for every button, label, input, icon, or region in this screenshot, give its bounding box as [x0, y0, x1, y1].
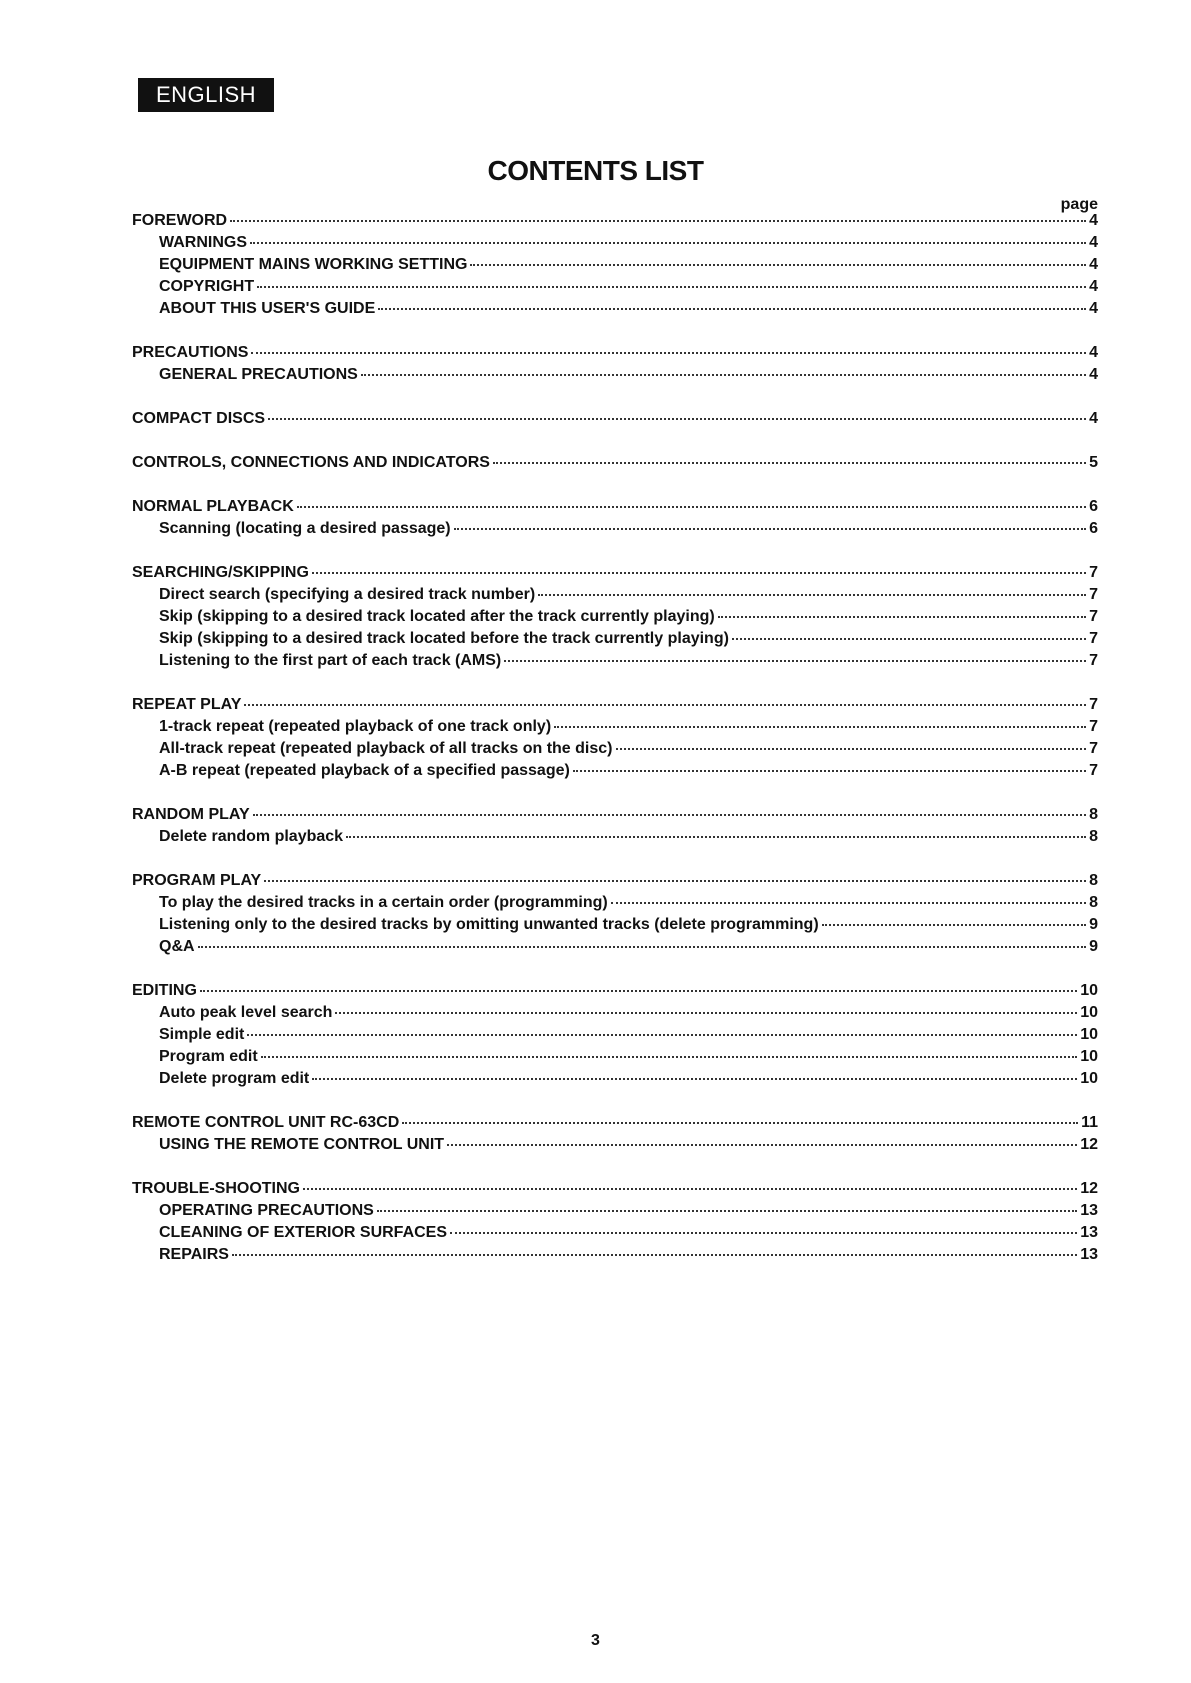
toc-entry-title: Skip (skipping to a desired track located before the track currently playing) [159, 630, 729, 647]
toc-subentry [132, 828, 1098, 850]
toc-entry-page: 10 [1080, 1070, 1098, 1087]
toc-subentry [132, 652, 1098, 674]
toc-entry-page: 7 [1089, 564, 1098, 581]
dot-leader [303, 1188, 1077, 1190]
toc-section [132, 212, 1098, 322]
toc-section-entry [132, 982, 1098, 1004]
toc-subentry [132, 894, 1098, 916]
toc-entry-title: Listening to the first part of each track (AMS) [159, 652, 502, 669]
toc-section [132, 872, 1098, 960]
toc-entry-page: 7 [1089, 762, 1098, 779]
toc-entry-title: REMOTE CONTROL UNIT RC-63CD [132, 1114, 400, 1131]
dot-leader [822, 924, 1086, 926]
dot-leader [718, 616, 1086, 618]
toc-entry-page: 7 [1089, 586, 1098, 603]
toc-subentry [132, 366, 1098, 388]
toc-subentry [132, 916, 1098, 938]
toc-entry-title: All-track repeat (repeated playback of all tracks on the disc) [159, 740, 613, 757]
toc-entry-page: 4 [1089, 212, 1098, 229]
toc-entry-title: Auto peak level search [159, 1004, 333, 1021]
toc-entry-page: 4 [1089, 366, 1098, 383]
toc-entry-page: 4 [1089, 256, 1098, 273]
toc-entry-title: Program edit [159, 1048, 258, 1065]
toc-entry-page: 7 [1089, 696, 1098, 713]
dot-leader [264, 880, 1086, 882]
toc-section-entry [132, 344, 1098, 366]
dot-leader [230, 220, 1086, 222]
toc-subentry [132, 1026, 1098, 1048]
toc-entry-title: RANDOM PLAY [132, 806, 250, 823]
dot-leader [616, 748, 1087, 750]
toc-entry-page: 4 [1089, 300, 1098, 317]
dot-leader [312, 1078, 1077, 1080]
toc-entry-title: REPEAT PLAY [132, 696, 242, 713]
dot-leader [251, 352, 1086, 354]
dot-leader [232, 1254, 1077, 1256]
toc-entry-title: PROGRAM PLAY [132, 872, 262, 889]
page-title: CONTENTS LIST [487, 155, 704, 186]
toc-entry-title: SEARCHING/SKIPPING [132, 564, 309, 581]
toc-entry-page: 4 [1089, 410, 1098, 427]
dot-leader [454, 528, 1086, 530]
toc-entry-page: 7 [1089, 718, 1098, 735]
toc-section-entry [132, 212, 1098, 234]
toc-entry-page: 5 [1089, 454, 1098, 471]
toc-section-entry [132, 1114, 1098, 1136]
dot-leader [257, 286, 1086, 288]
toc-entry-page: 9 [1089, 916, 1098, 933]
toc-entry-title: FOREWORD [132, 212, 228, 229]
toc-entry-page: 10 [1080, 1026, 1098, 1043]
toc-subentry [132, 1246, 1098, 1268]
toc-entry-page: 10 [1080, 982, 1098, 999]
dot-leader [402, 1122, 1078, 1124]
dot-leader [247, 1034, 1077, 1036]
toc-subentry [132, 718, 1098, 740]
dot-leader [361, 374, 1086, 376]
toc-subentry [132, 740, 1098, 762]
toc-entry-title: Simple edit [159, 1026, 245, 1043]
dot-leader [346, 836, 1086, 838]
toc-entry-title: ABOUT THIS USER'S GUIDE [159, 300, 376, 317]
toc-entry-title: CONTROLS, CONNECTIONS AND INDICATORS [132, 454, 490, 471]
toc-section-entry [132, 410, 1098, 432]
table-of-contents [132, 212, 1098, 1290]
toc-entry-title: REPAIRS [159, 1246, 229, 1263]
dot-leader [470, 264, 1086, 266]
dot-leader [200, 990, 1077, 992]
dot-leader [377, 1210, 1077, 1212]
dot-leader [554, 726, 1086, 728]
dot-leader [450, 1232, 1077, 1234]
toc-entry-title: EQUIPMENT MAINS WORKING SETTING [159, 256, 468, 273]
toc-section [132, 982, 1098, 1092]
toc-section-entry [132, 1180, 1098, 1202]
dot-leader [611, 902, 1086, 904]
toc-section [132, 806, 1098, 850]
toc-section [132, 498, 1098, 542]
toc-section [132, 454, 1098, 476]
toc-entry-page: 4 [1089, 234, 1098, 251]
toc-entry-title: OPERATING PRECAUTIONS [159, 1202, 374, 1219]
toc-entry-title: TROUBLE-SHOOTING [132, 1180, 300, 1197]
toc-entry-page: 8 [1089, 872, 1098, 889]
toc-section-entry [132, 564, 1098, 586]
dot-leader [335, 1012, 1077, 1014]
toc-section [132, 564, 1098, 674]
toc-section [132, 1114, 1098, 1158]
toc-section [132, 344, 1098, 388]
toc-entry-title: Delete random playback [159, 828, 344, 845]
toc-section [132, 410, 1098, 432]
dot-leader [493, 462, 1086, 464]
toc-section-entry [132, 454, 1098, 476]
toc-entry-page: 13 [1080, 1246, 1098, 1263]
toc-entry-page: 13 [1080, 1202, 1098, 1219]
toc-subentry [132, 630, 1098, 652]
dot-leader [573, 770, 1086, 772]
dot-leader [268, 418, 1086, 420]
toc-entry-title: Delete program edit [159, 1070, 310, 1087]
toc-entry-page: 6 [1089, 498, 1098, 515]
toc-subentry [132, 762, 1098, 784]
toc-subentry [132, 1136, 1098, 1158]
toc-entry-title: GENERAL PRECAUTIONS [159, 366, 358, 383]
page-column-label: page [1060, 196, 1098, 213]
toc-entry-title: Listening only to the desired tracks by omitting unwanted tracks (delete programming) [159, 916, 819, 933]
toc-entry-title: Skip (skipping to a desired track located after the track currently playing) [159, 608, 715, 625]
toc-entry-title: NORMAL PLAYBACK [132, 498, 294, 515]
toc-subentry [132, 608, 1098, 630]
toc-section-entry [132, 498, 1098, 520]
toc-entry-title: Direct search (specifying a desired track number) [159, 586, 536, 603]
toc-subentry [132, 1048, 1098, 1070]
toc-entry-title: CLEANING OF EXTERIOR SURFACES [159, 1224, 448, 1241]
dot-leader [244, 704, 1086, 706]
toc-entry-title: EDITING [132, 982, 197, 999]
toc-entry-page: 10 [1080, 1004, 1098, 1021]
toc-entry-page: 4 [1089, 344, 1098, 361]
toc-section [132, 1180, 1098, 1268]
toc-entry-page: 4 [1089, 278, 1098, 295]
toc-entry-page: 8 [1089, 806, 1098, 823]
dot-leader [312, 572, 1086, 574]
toc-subentry [132, 1004, 1098, 1026]
toc-subentry [132, 1202, 1098, 1224]
dot-leader [250, 242, 1086, 244]
dot-leader [732, 638, 1086, 640]
toc-entry-page: 9 [1089, 938, 1098, 955]
dot-leader [297, 506, 1086, 508]
language-tab: ENGLISH [138, 78, 274, 112]
dot-leader [261, 1056, 1078, 1058]
toc-entry-page: 8 [1089, 828, 1098, 845]
dot-leader [198, 946, 1087, 948]
dot-leader [538, 594, 1086, 596]
page-number: 3 [591, 1632, 600, 1649]
toc-subentry [132, 520, 1098, 542]
toc-entry-page: 7 [1089, 630, 1098, 647]
toc-subentry [132, 300, 1098, 322]
toc-entry-page: 7 [1089, 740, 1098, 757]
toc-subentry [132, 586, 1098, 608]
dot-leader [504, 660, 1086, 662]
toc-entry-page: 10 [1080, 1048, 1098, 1065]
toc-subentry [132, 234, 1098, 256]
toc-entry-title: A-B repeat (repeated playback of a specified passage) [159, 762, 570, 779]
dot-leader [447, 1144, 1077, 1146]
toc-subentry [132, 1224, 1098, 1246]
toc-entry-page: 8 [1089, 894, 1098, 911]
toc-subentry [132, 278, 1098, 300]
toc-entry-page: 13 [1080, 1224, 1098, 1241]
toc-entry-title: COPYRIGHT [159, 278, 255, 295]
toc-entry-title: PRECAUTIONS [132, 344, 249, 361]
dot-leader [378, 308, 1086, 310]
toc-entry-title: Q&A [159, 938, 195, 955]
toc-entry-page: 7 [1089, 652, 1098, 669]
toc-entry-page: 11 [1081, 1114, 1098, 1131]
toc-entry-page: 7 [1089, 608, 1098, 625]
toc-entry-title: Scanning (locating a desired passage) [159, 520, 451, 537]
toc-section-entry [132, 806, 1098, 828]
toc-entry-page: 6 [1089, 520, 1098, 537]
toc-subentry [132, 256, 1098, 278]
toc-entry-page: 12 [1080, 1180, 1098, 1197]
toc-entry-title: 1-track repeat (repeated playback of one track only) [159, 718, 552, 735]
toc-entry-title: COMPACT DISCS [132, 410, 266, 427]
toc-section-entry [132, 872, 1098, 894]
toc-section [132, 696, 1098, 784]
toc-entry-title: To play the desired tracks in a certain order (programming) [159, 894, 608, 911]
toc-subentry [132, 938, 1098, 960]
toc-section-entry [132, 696, 1098, 718]
toc-entry-page: 12 [1080, 1136, 1098, 1153]
toc-subentry [132, 1070, 1098, 1092]
toc-entry-title: USING THE REMOTE CONTROL UNIT [159, 1136, 445, 1153]
toc-entry-title: WARNINGS [159, 234, 247, 251]
dot-leader [253, 814, 1086, 816]
